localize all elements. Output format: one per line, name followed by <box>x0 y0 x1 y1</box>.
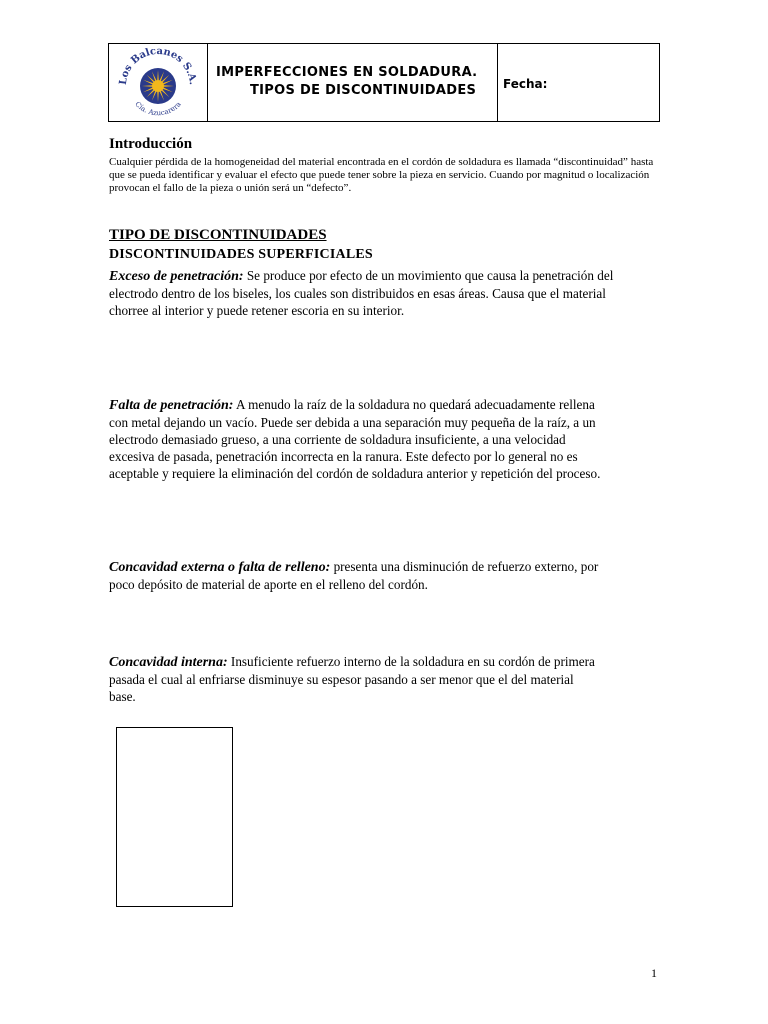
paragraph-exceso-penetracion <box>109 267 619 319</box>
paragraph-falta-penetracion <box>109 396 614 482</box>
paragraph-text: Se produce por efecto de un movimiento que causa la penetración del electrodo dentro de los biseles, los cuales son distribuidos en esas áreas. Causa que el material chorree al interior y puede retener escoria en su interior. <box>109 268 614 318</box>
paragraph-text: Insuficiente refuerzo interno de la soldadura en su cordón de primera pasada el cual al enfriarse disminuye su espesor pasando a ser menor que el del material base. <box>109 654 595 704</box>
page-number: 1 <box>651 966 657 980</box>
term-label: Concavidad externa o falta de relleno: <box>109 560 331 575</box>
image-placeholder <box>116 727 233 907</box>
paragraph-text: presenta una disminución de refuerzo externo, por poco depósito de material de aporte en el relleno del cordón. <box>109 559 599 592</box>
paragraph-concavidad-interna <box>109 653 599 705</box>
paragraph-concavidad-externa <box>109 558 619 593</box>
section-title: TIPO DE DISCONTINUIDADES <box>109 227 327 243</box>
subsection-title: DISCONTINUIDADES SUPERFICIALES <box>109 247 373 262</box>
title-cell <box>208 44 498 121</box>
term-label: Exceso de penetración: <box>109 269 244 284</box>
company-logo <box>109 44 207 121</box>
term-label: Concavidad interna: <box>109 655 228 670</box>
logo-top-text: Los Balcanes S.A. <box>117 45 199 86</box>
logo-cell <box>109 44 208 121</box>
date-cell <box>498 44 659 121</box>
sun-icon <box>140 68 176 104</box>
paragraph-text: A menudo la raíz de la soldadura no quedará adecuadamente rellena con metal dejando un vacío. Puede ser debida a una separación muy pequeña de la raíz, a un electrodo demasiado grueso, a una corriente de soldadura insuficiente, a una velocidad excesiva de pasada, penetración incorrecta en la ranura. Este defecto por lo general no es aceptable y requiere la eliminación del cordón de soldadura anterior y repetición del proceso. <box>109 397 601 481</box>
document-subtitle: TIPOS DE DISCONTINUIDADES <box>250 83 477 98</box>
intro-heading: Introducción <box>109 136 193 152</box>
date-label: Fecha: <box>503 77 548 91</box>
document-header <box>108 43 660 122</box>
logo-bottom-text: Cía. Azucarera <box>133 100 183 118</box>
intro-text: Cualquier pérdida de la homogeneidad del material encontrada en el cordón de soldadura es llamada “discontinuidad” hasta que se pueda identificar y evaluar el efecto que puede tener sobre la pieza en servicio. Cuando por magnitud o localización provocan el fallo de la pieza o unión será un “defecto”. <box>109 156 654 194</box>
term-label: Falta de penetración: <box>109 398 234 413</box>
document-title: IMPERFECCIONES EN SOLDADURA. <box>216 65 478 80</box>
